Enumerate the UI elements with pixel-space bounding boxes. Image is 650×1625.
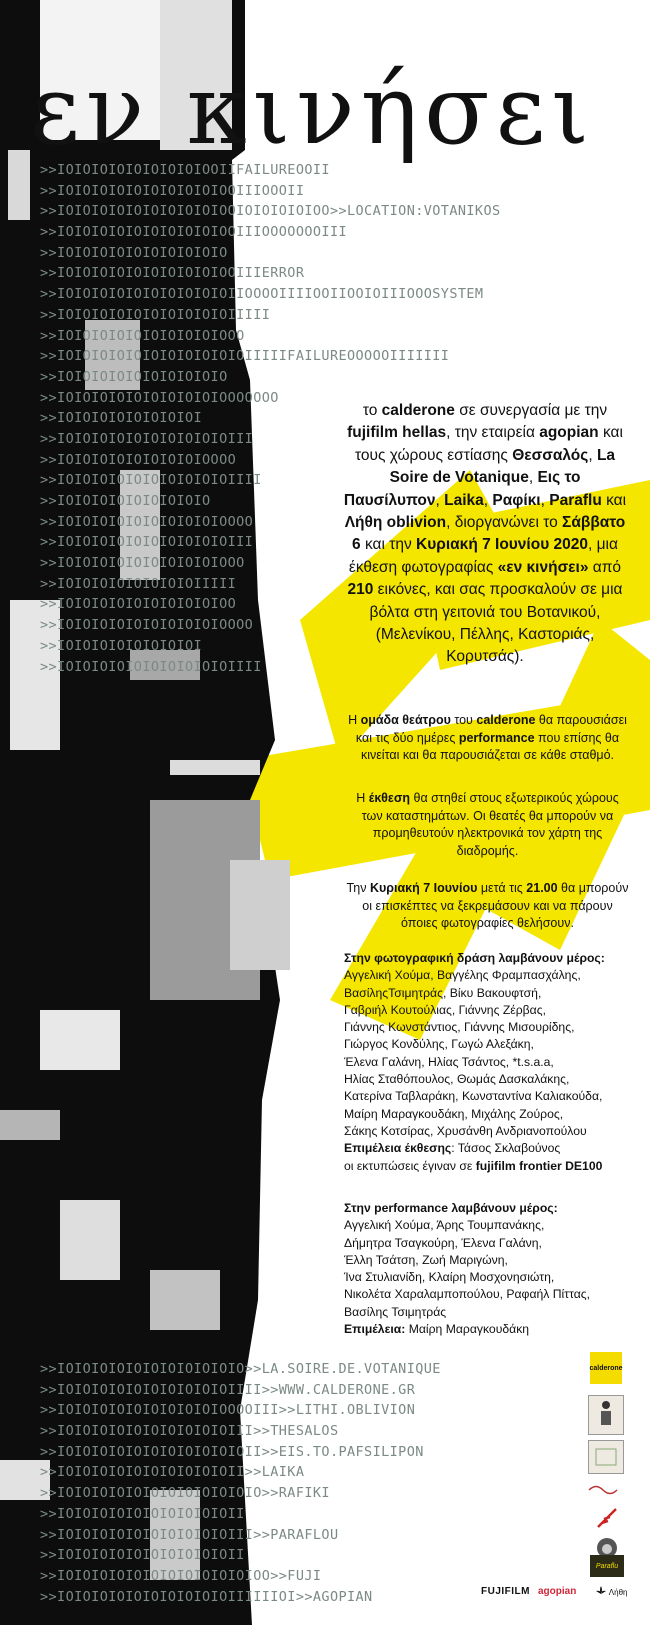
prints-line — [344, 1158, 639, 1175]
poster-title: εν κινήσει — [30, 54, 596, 166]
eis-to-pafsilipon-logo — [585, 1478, 625, 1498]
prints-lab: fujifilm frontier DE100 — [475, 1158, 603, 1173]
code-line: >>IOIOIOIOIOIOIOIOIOIO — [40, 368, 228, 385]
figure-icon — [596, 1400, 616, 1430]
code-line: >>IOIOIOIOIOIOIOIOIO — [40, 493, 211, 509]
curation-name: : Τάσος Σκλαβούνος — [451, 1141, 561, 1156]
curation-label: Επιμέλεια έκθεσης — [344, 1141, 452, 1156]
performance-curation-line — [344, 1321, 639, 1338]
fujifilm-logo: FUJIFILM — [481, 1586, 530, 1597]
code-line: >>IOIOIOIOIOIOIOIOIOIOOOO — [40, 513, 254, 530]
code-line: >>IOIOIOIOIOIOIOIOIOIO — [40, 244, 228, 261]
credit-name-line: Γιάννης Κωνστάντιος, Γιάννης Μισουρίδης, — [344, 1020, 575, 1035]
laika-logo — [592, 1505, 622, 1531]
credit-name-line: Γαβριήλ Κουτούλιας, Γιάννης Ζέρβας, — [344, 1002, 546, 1017]
performer-name-line: Βασίλης Τσιμητράς — [344, 1304, 447, 1319]
lotus-icon — [595, 1585, 607, 1595]
partner-code-line: >>IOIOIOIOIOIOIOIOIOIOII>>LAIKA — [40, 1464, 305, 1481]
credit-name-line: Κατερίνα Ταβλαράκη, Κωνσταντίνα Καλιακούδα, — [344, 1089, 603, 1104]
lithi-logo-text: Λήθη — [608, 1588, 628, 1597]
performer-name-line: Δήμητρα Τσαγκούρη, Έλενα Γαλάνη, — [344, 1235, 542, 1250]
performance-credits — [344, 1200, 639, 1338]
code-line: >>IOIOIOIOIOIOIOIOIOIOIII — [40, 430, 254, 447]
calderone-logo: calderone — [590, 1352, 622, 1384]
code-line: >>IOIOIOIOIOIOIOIOIOIOIOIIIIIFAILUREOOOOOIIIIIII — [40, 348, 450, 365]
partner-code-line: >>IOIOIOIOIOIOIOIOIOIOIO>>LA.SOIRE.DE.VOTANIQUE — [40, 1361, 441, 1377]
performer-name-line: Ίνα Στυλιανίδη, Κλαίρη Μοσχονησιώτη, — [344, 1270, 555, 1285]
credit-name-line: Έλενα Γαλάνη, Ηλίας Τσάντος, *t.s.a.a, — [344, 1054, 554, 1069]
credits-list — [344, 967, 639, 1140]
partner-code-line: >>IOIOIOIOIOIOIOIOIOIOIIII>>WWW.CALDERONE.GR — [40, 1381, 416, 1398]
partner-code-line: >>IOIOIOIOIOIOIOIOIOIOIII>>PARAFLOU — [40, 1526, 339, 1543]
partner-code-line: >>IOIOIOIOIOIOIOIOIOIOIOII>>EIS.TO.PAFSILIPON — [40, 1443, 424, 1460]
code-line: >>IOIOIOIOIOIOIOIOIOIOOOOOOO — [40, 389, 279, 406]
code-line: >>IOIOIOIOIOIOIOIOIOIOOO — [40, 327, 245, 344]
credit-name-line: Αγγελική Χούμα, Βαγγέλης Φραμπασχάλης, — [344, 968, 581, 983]
performer-name-line: Έλλη Τσάτση, Ζωή Μαριγώνη, — [344, 1252, 508, 1267]
wine-icon — [593, 1446, 619, 1468]
credit-name-line: Ηλίας Σταθόπουλος, Θωμάς Δασκαλάκης, — [344, 1072, 570, 1087]
code-line: >>IOIOIOIOIOIOIOIOIOIOIIOOOOIIIIOOIIOOIOIIIOOOSYSTEM — [40, 286, 484, 303]
partner-code-line: >>IOIOIOIOIOIOIOIOIOIOII — [40, 1547, 245, 1564]
code-line: >>IOIOIOIOIOIOIOIOIOOOO — [40, 451, 237, 468]
feather-icon — [594, 1505, 620, 1531]
credit-name-line: ΒασίληςΤσιμητράς, Βίκυ Βακουφτσή, — [344, 985, 542, 1000]
code-line: >>IOIOIOIOIOIOIOIOIIIII — [40, 575, 237, 592]
code-line: >>IOIOIOIOIOIOIOIOIOOIIFAILUREOOII — [40, 162, 330, 178]
partner-code-line: >>IOIOIOIOIOIOIOIOIOIOIII>>THESALOS — [40, 1423, 339, 1440]
thessalos-logo — [588, 1395, 624, 1435]
code-line: >>IOIOIOIOIOIOIOIOIOIOO — [40, 596, 237, 613]
script-icon — [587, 1481, 623, 1495]
agopian-logo: agopian — [538, 1586, 577, 1597]
code-line: >>IOIOIOIOIOIOIOIOIOIOIII — [40, 534, 254, 551]
code-line: >>IOIOIOIOIOIOIOIOIOIOOIIIOOOOOOOIII — [40, 224, 347, 241]
lithi-oblivion-logo — [595, 1585, 627, 1597]
theatre-paragraph: Η ομάδα θεάτρου του calderone θα παρουσιάσει και τις δύο ημέρες performance που επίσης θα κινείται και θα παρουσιάζεται σε κάθε σταθμό. — [348, 713, 627, 762]
code-line: >>IOIOIOIOIOIOIOIOIOIOOIIIOOOII — [40, 182, 305, 199]
credit-name-line: Γιώργος Κονδύλης, Γωγώ Αλεξάκη, — [344, 1037, 534, 1052]
performer-name-line: Αγγελική Χούμα, Άρης Τουμπανάκης, — [344, 1218, 545, 1233]
code-line: >>IOIOIOIOIOIOIOIOIOIOOIIIERROR — [40, 265, 305, 282]
curation-line — [344, 1140, 639, 1157]
paraflu-logo: Paraflu — [590, 1555, 624, 1577]
partner-code-line: >>IOIOIOIOIOIOIOIOIOIOII — [40, 1505, 245, 1522]
photo-credits — [344, 950, 639, 1175]
la-soire-logo — [588, 1440, 624, 1474]
performer-name-line: Νικολέτα Χαραλαμποπούλου, Ραφαήλ Πίττας, — [344, 1287, 591, 1302]
code-line: >>IOIOIOIOIOIOIOIOIOIOIIIII — [40, 306, 271, 323]
prints-text: οι εκτυπώσεις έγιναν σε — [344, 1158, 476, 1173]
code-line: >>IOIOIOIOIOIOIOIOI — [40, 637, 203, 654]
performance-list — [344, 1217, 639, 1321]
credit-name-line: Μαίρη Μαραγκουδάκη, Μιχάλης Ζούρος, — [344, 1106, 564, 1121]
partner-code-lines — [40, 1359, 441, 1607]
code-line: >>IOIOIOIOIOIOIOIOIOIOIIII — [40, 658, 262, 675]
partner-code-line: >>IOIOIOIOIOIOIOIOIOIOIOIOO>>FUJI — [40, 1567, 322, 1584]
credits-heading: Στην φωτογραφική δράση λαμβάνουν μέρος: — [344, 951, 605, 965]
partner-code-line: >>IOIOIOIOIOIOIOIOIOIOIOIO>>RAFIKI — [40, 1485, 330, 1502]
exhibition-paragraph: Η έκθεση θα στηθεί στους εξωτερικούς χώρους των καταστημάτων. Οι θεατές θα μπορούν να προμηθευτούν ηλεκτρονικά τον χάρτη της διαδρομής. — [356, 791, 619, 858]
code-line: >>IOIOIOIOIOIOIOIOIOIOOIOIOIOIOIOO>>LOCATION:VOTANIKOS — [40, 203, 501, 220]
performance-curation-name: Μαίρη Μαραγκουδάκη — [405, 1322, 530, 1337]
partner-code-line: >>IOIOIOIOIOIOIOIOIOIOIIIIIIOI>>AGOPIAN — [40, 1588, 373, 1605]
code-line: >>IOIOIOIOIOIOIOIOI — [40, 410, 203, 427]
credit-name-line: Σάκης Κοτσίρας, Χρυσάνθη Ανδριανοπούλου — [344, 1123, 587, 1138]
code-line: >>IOIOIOIOIOIOIOIOIOIOOO — [40, 555, 245, 572]
intro-text: το calderone σε συνεργασία με την fujifilm hellas, την εταιρεία agopian και τους χώρους εστίασης Θεσσαλός, La Soire de Votanique, Εις το Παυσίλυπον, Laika, Ραφίκι, Paraflu και Λήθη oblivion, διοργανώνει το Σάββατο 6 και την Κυριακή 7 Ιουνίου 2020, μια έκθεση φωτογραφίας «εν κινήσει» από 210 εικόνες, και σας προσκαλούν σε μια βόλτα στη γειτονιά του Βοτανικού, (Μελενίκου, Πέλλης, Καστοριάς, Κορυτσάς). — [343, 402, 627, 666]
code-line: >>IOIOIOIOIOIOIOIOIOIOOOO — [40, 617, 254, 634]
code-line: >>IOIOIOIOIOIOIOIOIOIOIIII — [40, 472, 262, 489]
sunday-paragraph: Την Κυριακή 7 Ιουνίου μετά τις 21.00 θα μπορούν οι επισκέπτες να ξεκρεμάσουν και να πάρουν όποιες φωτογραφίες θελήσουν. — [346, 881, 629, 930]
performance-heading: Στην performance λαμβάνουν μέρος: — [344, 1201, 558, 1215]
performance-curation-label: Επιμέλεια: — [344, 1322, 406, 1337]
partner-code-line: >>IOIOIOIOIOIOIOIOIOIOOOOIII>>LITHI.OBLIVION — [40, 1402, 416, 1419]
